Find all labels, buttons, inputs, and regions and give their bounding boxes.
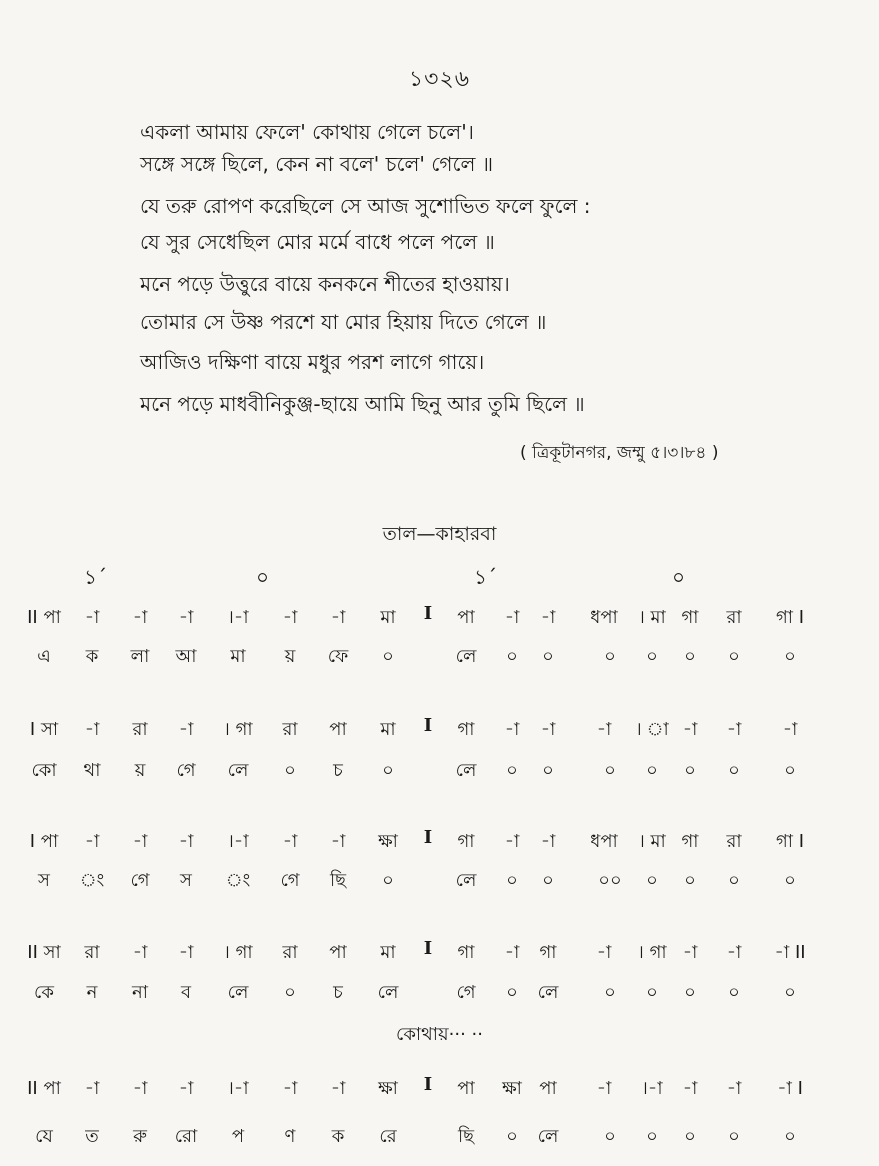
syllable-cell: লে	[455, 760, 477, 781]
syllable-cell: ০	[784, 982, 796, 1003]
syllable-cell: ০	[382, 646, 394, 667]
tala-mark-1: ১´	[84, 565, 107, 589]
note-cell: I	[423, 938, 433, 959]
syllable-cell: যে	[35, 1126, 53, 1147]
note-cell: রা	[132, 719, 148, 740]
syllable-cell: ছি	[329, 870, 347, 891]
syllable-cell: ০	[646, 760, 658, 781]
syllable-cell: এ	[37, 646, 51, 667]
syllable-cell: লে	[537, 1126, 559, 1147]
syllable-cell: ০	[604, 760, 616, 781]
note-cell: গা	[539, 942, 557, 963]
syllable-cell: ০	[784, 646, 796, 667]
lyric-line-6: তোমার সে উষ্ণ পরশে যা মোর হিয়ায় দিতে গেলে ॥	[140, 310, 547, 334]
syllable-cell: চ	[333, 982, 343, 1003]
syllable-cell: য়	[284, 646, 296, 667]
note-cell: ধপা	[590, 607, 618, 628]
syllable-cell: ০	[284, 760, 296, 781]
notation-row	[0, 603, 879, 635]
lyric-line-1: একলা আমায় ফেলে' কোথায় গেলে চলে'।	[140, 120, 474, 144]
syllable-cell: ০	[646, 982, 658, 1003]
note-cell: -া	[330, 831, 346, 852]
syllable-cell: ০	[728, 870, 740, 891]
note-cell: -া	[330, 1078, 346, 1099]
note-cell: -া	[282, 607, 298, 628]
syllable-cell: প	[231, 1126, 245, 1147]
note-cell: -া	[782, 719, 798, 740]
tala-title: তাল—কাহারবা	[382, 523, 497, 545]
syllable-cell: চ	[333, 760, 343, 781]
note-cell: । মা	[638, 831, 666, 852]
syllable-cell: ০	[506, 870, 518, 891]
note-cell: মা	[380, 942, 396, 963]
note-cell: I	[423, 827, 433, 848]
syllable-cell: গে	[130, 870, 150, 891]
note-cell: -া	[84, 831, 100, 852]
syllable-cell: গে	[176, 760, 196, 781]
syllable-cell: রে	[379, 1126, 397, 1147]
syllable-cell: ং	[225, 870, 251, 891]
note-cell: -া	[282, 831, 298, 852]
syllable-cell: ০	[506, 760, 518, 781]
lyric-line-3: যে তরু রোপণ করেছিলে সে আজ সুশোভিত ফলে ফুলে :	[140, 194, 591, 218]
lyric-line-2: সঙ্গে সঙ্গে ছিলে, কেন না বলে' চলে' গেলে ॥	[140, 152, 494, 176]
note-cell: পা	[539, 1078, 557, 1099]
syllable-cell: ০	[542, 646, 554, 667]
note-cell: II পা	[27, 607, 61, 628]
notation-row	[0, 1074, 879, 1106]
note-cell: গা	[681, 831, 699, 852]
syllable-cell: ণ	[284, 1126, 296, 1147]
syllable-cell: লা	[130, 646, 150, 667]
note-cell: মা	[380, 719, 396, 740]
lyric-line-8: মনে পড়ে মাধবীনিকুঞ্জ-ছায়ে আমি ছিনু আর তুমি ছিলে ॥	[140, 392, 585, 416]
syllable-cell: ০	[728, 1126, 740, 1147]
note-cell: -া	[596, 942, 612, 963]
syllable-row	[0, 866, 879, 898]
syllable-cell: থা	[83, 760, 101, 781]
refrain-marker: কোথায়··· ··	[396, 1024, 483, 1045]
syllable-row	[0, 978, 879, 1010]
note-cell: -া	[132, 831, 148, 852]
note-cell: । গা	[637, 942, 667, 963]
syllable-cell: লে	[455, 646, 477, 667]
syllable-cell: লে	[455, 870, 477, 891]
syllable-cell: ০	[646, 646, 658, 667]
syllable-cell: ০	[506, 1126, 518, 1147]
note-cell: রা	[282, 719, 298, 740]
syllable-cell: ০	[542, 760, 554, 781]
note-cell: -া	[504, 719, 520, 740]
syllable-cell: ০	[284, 982, 296, 1003]
syllable-cell: ০	[506, 646, 518, 667]
syllable-cell: ক	[331, 1126, 345, 1147]
note-cell: গা	[457, 831, 475, 852]
lyric-line-7: আজিও দক্ষিণা বায়ে মধুর পরশ লাগে গায়ে।	[140, 350, 485, 374]
syllable-cell: রো	[174, 1126, 198, 1147]
syllable-cell: ০	[684, 1126, 696, 1147]
note-cell: I	[423, 1074, 433, 1095]
syllable-cell: না	[132, 982, 148, 1003]
syllable-cell: ছি	[457, 1126, 475, 1147]
note-cell: পা	[329, 942, 347, 963]
note-cell: I	[423, 715, 433, 736]
syllable-cell: ০	[728, 646, 740, 667]
note-cell: । া	[635, 719, 669, 740]
lyric-line-4: যে সুর সেধেছিল মোর মর্মে বাধে পলে পলে ॥	[140, 230, 495, 254]
note-cell: গা	[457, 719, 475, 740]
note-cell: -া	[178, 942, 194, 963]
syllable-cell: লে	[377, 982, 399, 1003]
syllable-cell: ০	[604, 1126, 616, 1147]
syllable-cell: গে	[456, 982, 476, 1003]
tala-mark-4: ০	[672, 565, 686, 589]
note-cell: -া	[132, 1078, 148, 1099]
syllable-cell: ০	[382, 870, 394, 891]
syllable-cell: কো	[31, 760, 57, 781]
note-cell: -া	[84, 719, 100, 740]
syllable-cell: য়	[134, 760, 146, 781]
notation-row	[0, 938, 879, 970]
note-cell: -া	[726, 719, 742, 740]
syllable-cell: ০	[728, 982, 740, 1003]
note-cell: -া	[504, 607, 520, 628]
note-cell: গা I	[775, 607, 805, 628]
note-cell: ।-া	[227, 1078, 249, 1099]
note-cell: পা	[457, 1078, 475, 1099]
syllable-cell: স	[180, 870, 192, 891]
note-cell: । মা	[638, 607, 666, 628]
note-cell: গা	[457, 942, 475, 963]
note-cell: -া	[596, 1078, 612, 1099]
note-cell: -া	[132, 607, 148, 628]
note-cell: -া	[682, 719, 698, 740]
syllable-cell: ০	[784, 870, 796, 891]
note-cell: ক্ষা	[502, 1078, 522, 1099]
syllable-cell: ত	[85, 1126, 99, 1147]
syllable-cell: ০	[684, 760, 696, 781]
syllable-cell: ০	[646, 1126, 658, 1147]
tala-mark-2: ০	[256, 565, 270, 589]
notation-row	[0, 827, 879, 859]
note-cell: -া	[282, 1078, 298, 1099]
note-cell: -া	[726, 942, 742, 963]
syllable-cell: লে	[227, 982, 249, 1003]
note-cell: I সা	[29, 719, 59, 740]
note-cell: -া	[540, 719, 556, 740]
note-cell: -া	[84, 1078, 100, 1099]
note-cell: পা	[457, 607, 475, 628]
note-cell: -া	[540, 831, 556, 852]
note-cell: -া	[132, 942, 148, 963]
syllable-cell: লে	[227, 760, 249, 781]
syllable-cell: ন	[86, 982, 98, 1003]
syllable-cell: কে	[34, 982, 54, 1003]
syllable-cell: ০	[684, 982, 696, 1003]
syllable-cell: ০	[646, 870, 658, 891]
note-cell: । গা	[223, 719, 253, 740]
syllable-cell: ০	[684, 870, 696, 891]
syllable-row	[0, 1122, 879, 1154]
note-cell: -া	[682, 1078, 698, 1099]
syllable-row	[0, 642, 879, 674]
note-cell: I পা	[29, 831, 59, 852]
syllable-cell: ব	[180, 982, 192, 1003]
syllable-cell: ক	[85, 646, 99, 667]
note-cell: গা I	[775, 831, 805, 852]
note-cell: রা	[726, 831, 742, 852]
syllable-cell: আ	[175, 646, 197, 667]
syllable-cell: ০	[784, 1126, 796, 1147]
note-cell: রা	[84, 942, 100, 963]
syllable-cell: গে	[280, 870, 300, 891]
page-number: ১৩২৬	[408, 67, 471, 92]
note-cell: -া	[504, 831, 520, 852]
note-cell: ক্ষা	[378, 831, 398, 852]
note-cell: ।-া	[641, 1078, 663, 1099]
note-cell: । গা	[223, 942, 253, 963]
note-cell: -া	[682, 942, 698, 963]
note-cell: II সা	[27, 942, 61, 963]
note-cell: I	[423, 603, 433, 624]
note-cell: -া	[596, 719, 612, 740]
note-cell: গা	[681, 607, 699, 628]
syllable-cell: ০	[784, 760, 796, 781]
note-cell: II পা	[27, 1078, 61, 1099]
syllable-cell: লে	[537, 982, 559, 1003]
note-cell: -া	[84, 607, 100, 628]
syllable-cell: মা	[230, 646, 246, 667]
tala-mark-3: ১´	[474, 565, 497, 589]
syllable-cell: ০	[542, 870, 554, 891]
note-cell: ধপা	[590, 831, 618, 852]
note-cell: পা	[329, 719, 347, 740]
tala-marks	[0, 563, 879, 593]
note-cell: -া	[178, 831, 194, 852]
syllable-cell: ০	[382, 760, 394, 781]
note-cell: রা	[282, 942, 298, 963]
note-cell: ।-া	[227, 831, 249, 852]
note-cell: রা	[726, 607, 742, 628]
note-cell: মা	[380, 607, 396, 628]
note-cell: -া I	[777, 1078, 803, 1099]
note-cell: -া	[726, 1078, 742, 1099]
note-cell: -া	[178, 1078, 194, 1099]
note-cell: ।-া	[227, 607, 249, 628]
note-cell: -া	[178, 607, 194, 628]
place-date: ( ত্রিকূটানগর, জম্মু ৫।৩।৮৪ )	[520, 443, 719, 463]
syllable-cell: ০	[728, 760, 740, 781]
syllable-cell: স	[38, 870, 50, 891]
notation-row	[0, 715, 879, 747]
syllable-cell: ০০	[598, 870, 622, 891]
note-cell: ক্ষা	[378, 1078, 398, 1099]
note-cell: -া	[540, 607, 556, 628]
syllable-cell: ০	[506, 982, 518, 1003]
syllable-row	[0, 756, 879, 788]
syllable-cell: ০	[604, 646, 616, 667]
syllable-cell: ং	[79, 870, 105, 891]
note-cell: -া	[504, 942, 520, 963]
syllable-cell: ফে	[327, 646, 349, 667]
note-cell: -া II	[774, 942, 806, 963]
note-cell: -া	[178, 719, 194, 740]
syllable-cell: ০	[684, 646, 696, 667]
note-cell: -া	[330, 607, 346, 628]
syllable-cell: ০	[604, 982, 616, 1003]
syllable-cell: রু	[133, 1126, 147, 1147]
lyric-line-5: মনে পড়ে উত্তুরে বায়ে কনকনে শীতের হাওয়ায়।	[140, 272, 510, 296]
